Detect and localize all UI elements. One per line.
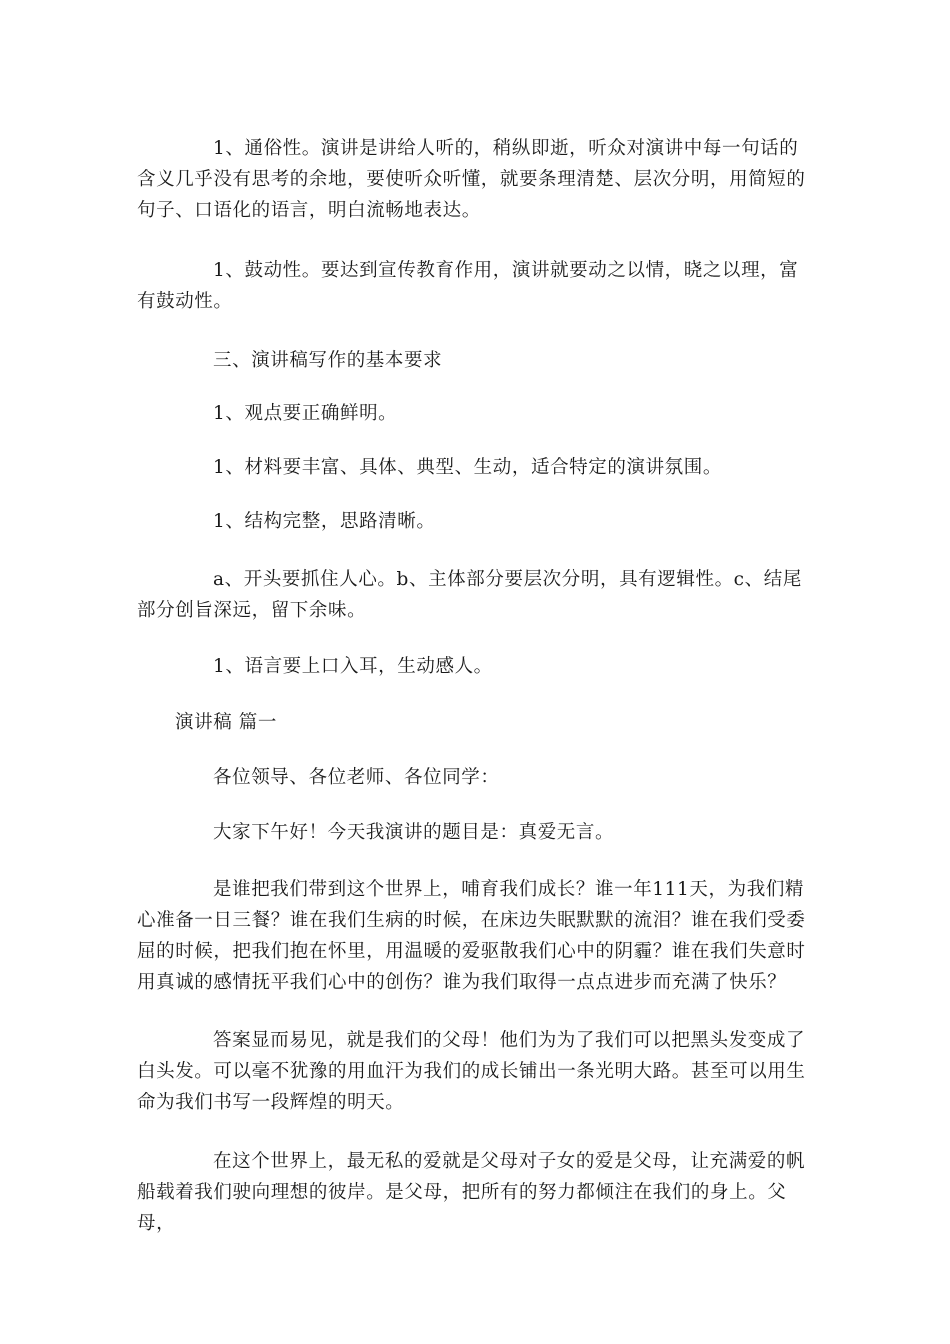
paragraph-structure: 1、结构完整，思路清晰。: [213, 511, 436, 532]
paragraph-greeting: 各位领导、各位老师、各位同学：: [213, 767, 500, 788]
paragraph-opening: 大家下午好！今天我演讲的题目是：真爱无言。: [213, 822, 615, 843]
paragraph-language: 1、语言要上口入耳，生动感人。: [213, 656, 493, 677]
paragraph-material: 1、材料要丰富、具体、典型、生动，适合特定的演讲氛围。: [213, 457, 722, 478]
section-heading-requirements: 三、演讲稿写作的基本要求: [213, 350, 443, 371]
speech-title: 演讲稿 篇一: [175, 712, 277, 733]
paragraph-questions: 是谁把我们带到这个世界上，哺育我们成长？谁一年111天，为我们精心准备一日三餐？谁在我们生病的时候，在床边失眠默默的流泪？谁在我们受委屈的时候，把我们抱在怀里，用温暖的爱驱散我们心中的阴霾？谁在我们失意时用真诚的感情抚平我们心中的创伤？谁为我们取得一点点进步而充满了快乐？: [137, 879, 806, 993]
paragraph-agitation: 1、鼓动性。要达到宣传教育作用，演讲就要动之以情，晓之以理，富有鼓动性。: [137, 260, 799, 312]
paragraph-structure-details: a、开头要抓住人心。b、主体部分要层次分明，具有逻辑性。c、结尾部分创旨深远，留下余味。: [137, 569, 802, 621]
paragraph-viewpoint: 1、观点要正确鲜明。: [213, 403, 398, 424]
paragraph-popularity: 1、通俗性。演讲是讲给人听的，稍纵即逝，听众对演讲中每一句话的含义几乎没有思考的余地，要使听众听懂，就要条理清楚、层次分明，用简短的句子、口语化的语言，明白流畅地表达。: [137, 138, 806, 221]
paragraph-selfless-love: 在这个世界上，最无私的爱就是父母对子女的爱是父母，让充满爱的帆船载着我们驶向理想的彼岸。是父母，把所有的努力都倾注在我们的身上。父母，: [137, 1151, 806, 1234]
paragraph-answer: 答案显而易见，就是我们的父母！他们为为了我们可以把黑头发变成了白头发。可以毫不犹豫的用血汗为我们的成长铺出一条光明大路。甚至可以用生命为我们书写一段辉煌的明天。: [137, 1030, 806, 1113]
